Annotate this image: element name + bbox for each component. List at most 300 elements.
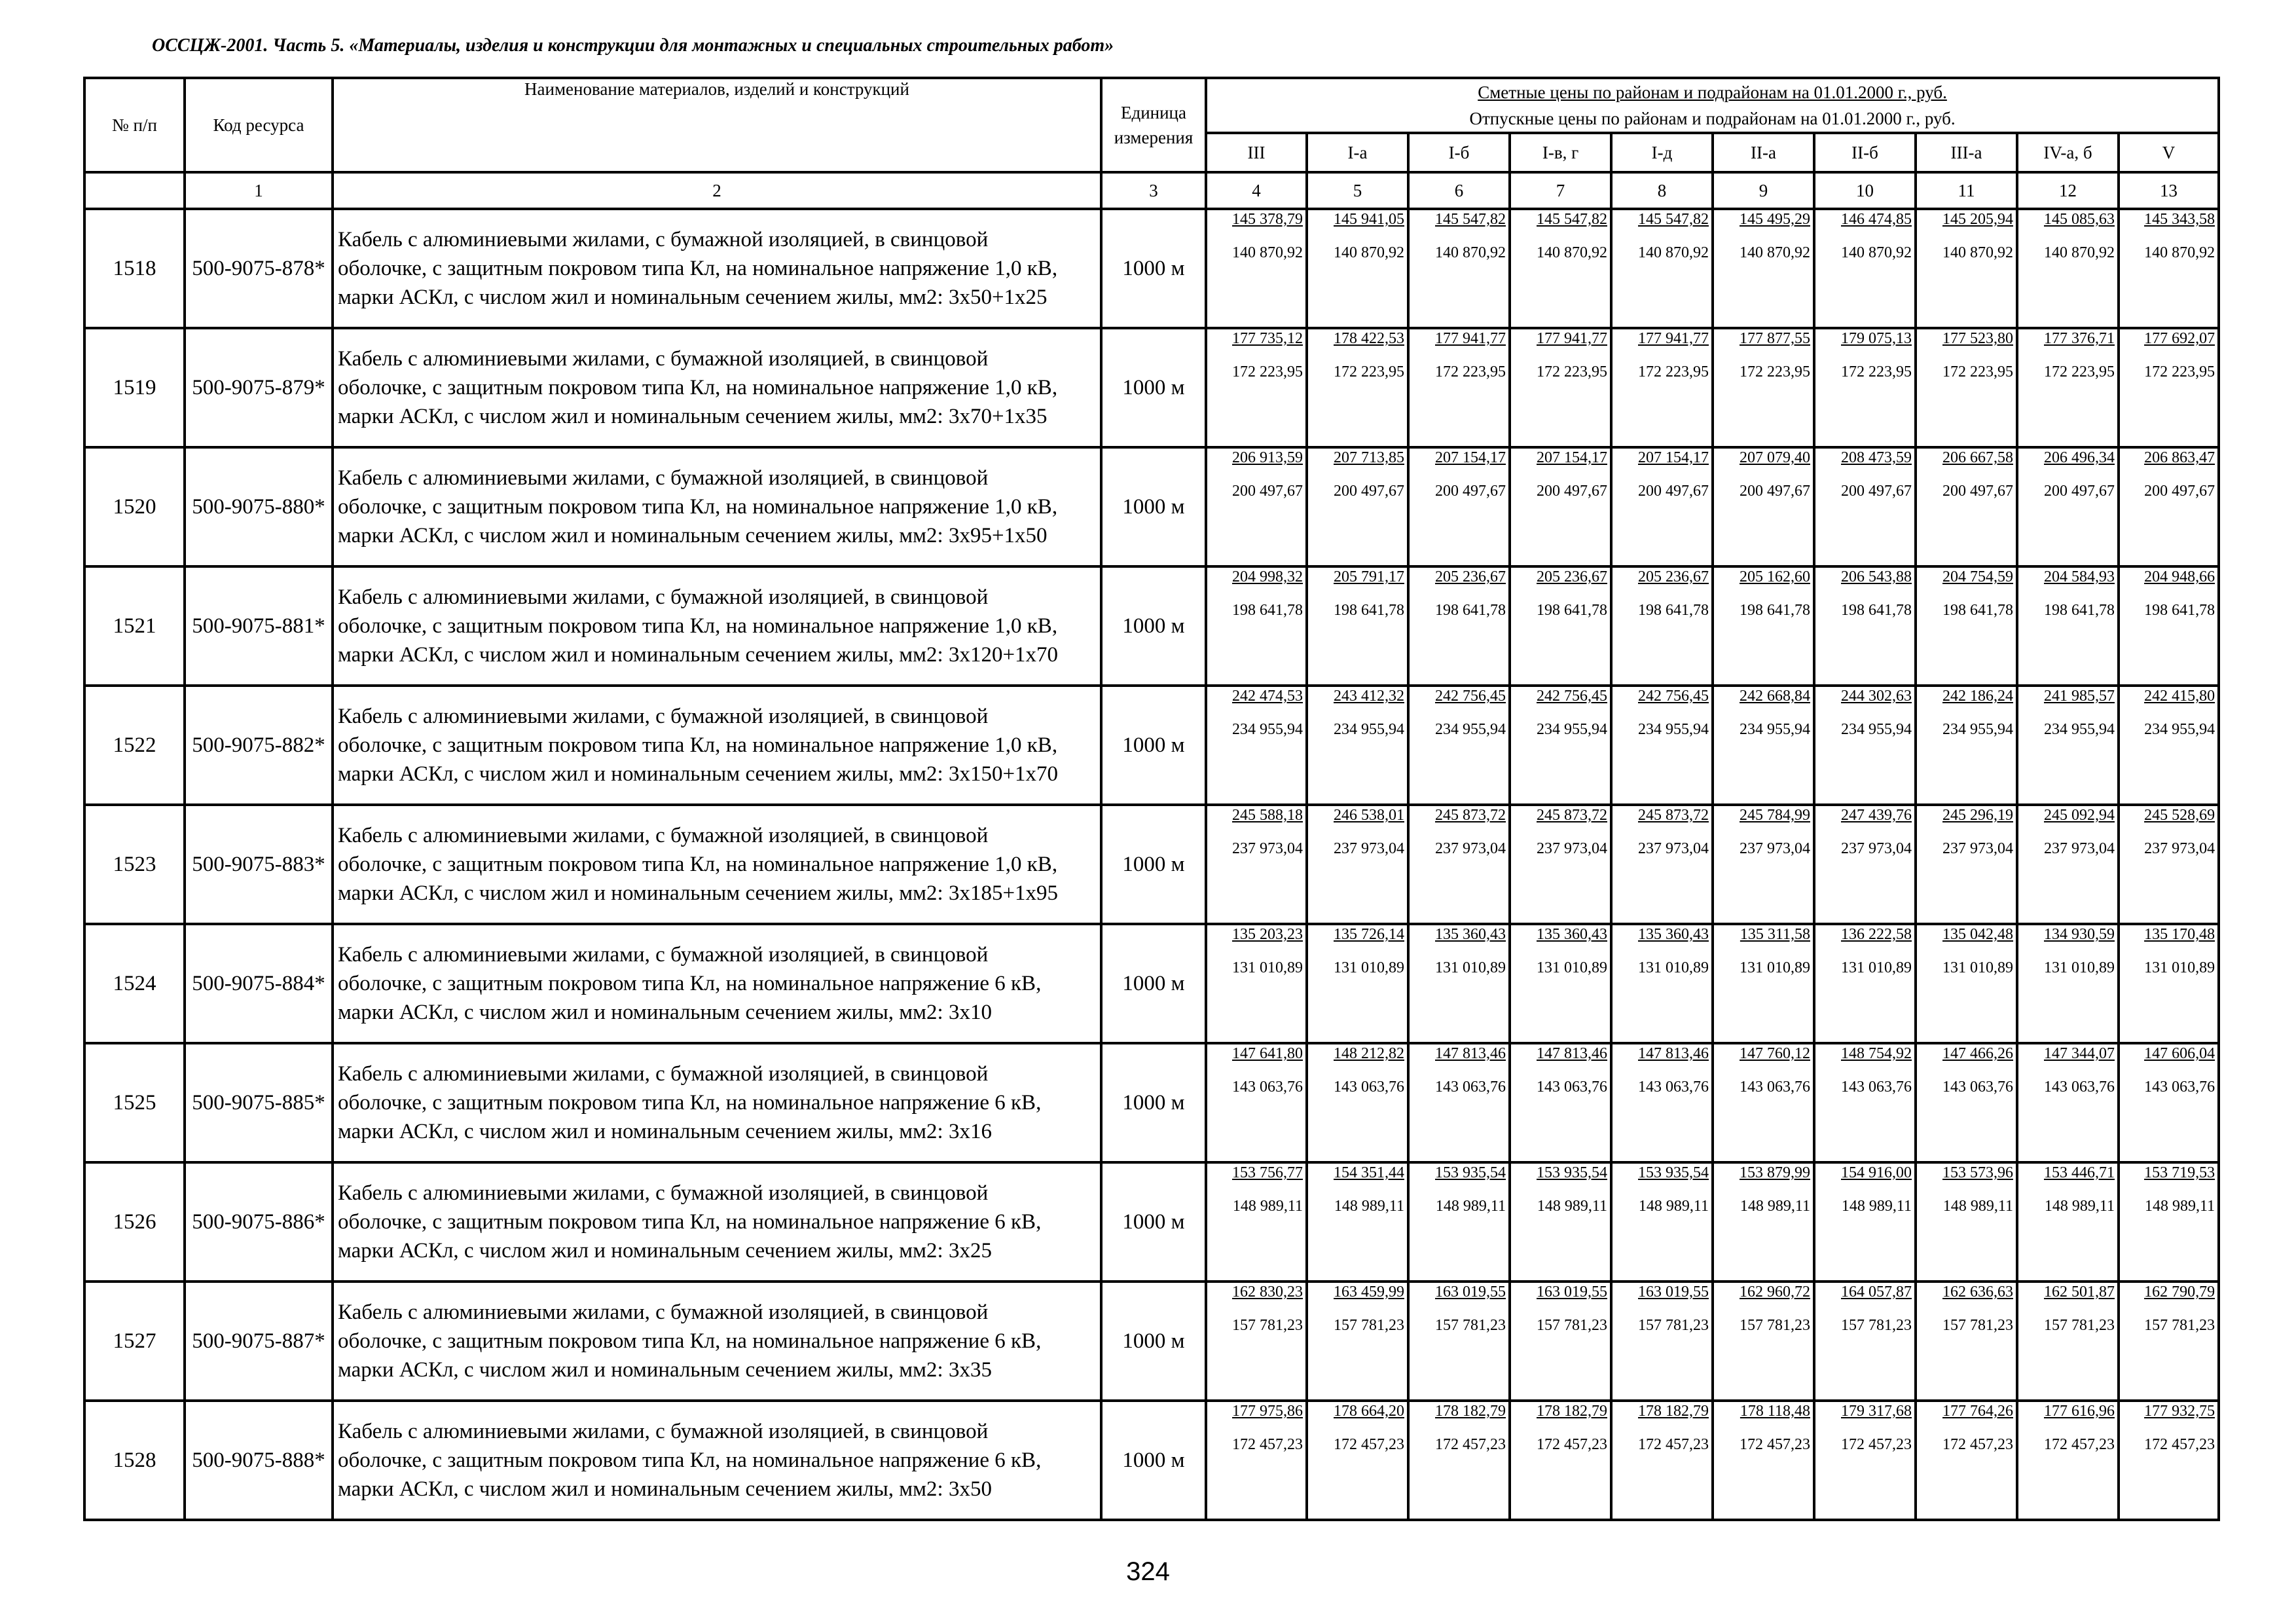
- estimated-price: 177 376,71: [2044, 330, 2115, 347]
- release-price: 198 641,78: [1841, 602, 1912, 619]
- table-row: [84, 1162, 2219, 1282]
- price-cell: [1307, 1043, 1408, 1162]
- estimated-price: 243 412,32: [1334, 688, 1404, 705]
- release-price: 131 010,89: [1435, 959, 1506, 976]
- release-price: 140 870,92: [2044, 244, 2115, 261]
- price-cell: [1510, 1401, 1611, 1520]
- price-cell: [1408, 566, 1510, 686]
- price-cell: [1713, 805, 1814, 924]
- release-price: 140 870,92: [1435, 244, 1506, 261]
- row-number: 1520: [84, 447, 185, 566]
- column-number: 7: [1510, 172, 1611, 209]
- release-price: 157 781,23: [2144, 1317, 2215, 1334]
- release-price: 157 781,23: [2044, 1317, 2115, 1334]
- price-cell: [1510, 447, 1611, 566]
- estimated-price: 242 756,45: [1537, 688, 1607, 705]
- estimated-price: 162 830,23: [1232, 1283, 1303, 1301]
- release-price: 237 973,04: [2144, 840, 2215, 857]
- estimated-price: 177 941,77: [1638, 330, 1709, 347]
- price-cell: [1510, 1282, 1611, 1401]
- estimated-price: 145 085,63: [2044, 211, 2115, 228]
- row-number: 1521: [84, 566, 185, 686]
- column-number: 5: [1307, 172, 1408, 209]
- price-cell: [1814, 924, 1916, 1043]
- price-cell: [1713, 924, 1814, 1043]
- estimated-price: 177 975,86: [1232, 1403, 1303, 1420]
- price-cell: [1510, 328, 1611, 447]
- estimated-price: 145 205,94: [1942, 211, 2013, 228]
- price-cell: [2119, 1282, 2219, 1401]
- header-prices: [1206, 78, 2219, 133]
- release-price: 172 223,95: [1435, 363, 1506, 380]
- release-price: 148 989,11: [1232, 1198, 1303, 1215]
- item-name-line: марки АСКл, с числом жил и номинальным сечением жилы, мм2: 3х50+1х25: [338, 286, 1048, 309]
- price-cell: [2017, 924, 2119, 1043]
- release-price: 172 457,23: [1942, 1436, 2013, 1453]
- estimated-price: 163 019,55: [1638, 1283, 1709, 1301]
- release-price: 157 781,23: [1537, 1317, 1607, 1334]
- item-name-line: марки АСКл, с числом жил и номинальным сечением жилы, мм2: 3х150+1х70: [338, 762, 1059, 786]
- page-number: 324: [1126, 1557, 1170, 1586]
- estimated-price: 145 495,29: [1740, 211, 1810, 228]
- price-cell: [1611, 1043, 1713, 1162]
- column-number: 1: [185, 172, 333, 209]
- release-price: 131 010,89: [1334, 959, 1404, 976]
- price-cell: [1814, 209, 1916, 328]
- price-cell: [1307, 328, 1408, 447]
- item-name: [333, 1401, 1101, 1520]
- release-price: 140 870,92: [2144, 244, 2215, 261]
- estimated-price: 241 985,57: [2044, 688, 2115, 705]
- unit-of-measure: 1000 м: [1101, 1162, 1206, 1282]
- release-price: 140 870,92: [1841, 244, 1912, 261]
- estimated-price: 177 692,07: [2144, 330, 2215, 347]
- release-price: 172 223,95: [1638, 363, 1709, 380]
- release-price: 200 497,67: [1232, 483, 1303, 500]
- estimated-price: 145 378,79: [1232, 211, 1303, 228]
- estimated-price: 147 344,07: [2044, 1045, 2115, 1062]
- estimated-price: 164 057,87: [1841, 1283, 1912, 1301]
- price-cell: [1713, 1043, 1814, 1162]
- estimated-price: 145 547,82: [1638, 211, 1709, 228]
- estimated-price: 135 042,48: [1942, 926, 2013, 943]
- release-price: 143 063,76: [2044, 1079, 2115, 1096]
- release-price: 200 497,67: [2044, 483, 2115, 500]
- price-cell: [1713, 209, 1814, 328]
- row-number: 1522: [84, 686, 185, 805]
- district-header: I-д: [1611, 133, 1713, 172]
- price-cell: [1206, 686, 1307, 805]
- estimated-price: 178 182,79: [1638, 1403, 1709, 1420]
- price-cell: [1510, 566, 1611, 686]
- price-cell: [1206, 447, 1307, 566]
- item-name-line: марки АСКл, с числом жил и номинальным сечением жилы, мм2: 3х185+1х95: [338, 881, 1059, 905]
- release-price: 140 870,92: [1638, 244, 1709, 261]
- release-price: 234 955,94: [1942, 721, 2013, 738]
- table-body: [84, 209, 2219, 1520]
- release-price: 198 641,78: [1537, 602, 1607, 619]
- estimated-price: 153 719,53: [2144, 1164, 2215, 1181]
- release-price: 172 457,23: [1740, 1436, 1810, 1453]
- estimated-price: 178 182,79: [1435, 1403, 1506, 1420]
- unit-of-measure: 1000 м: [1101, 1282, 1206, 1401]
- unit-of-measure: 1000 м: [1101, 805, 1206, 924]
- estimated-price: 153 756,77: [1232, 1164, 1303, 1181]
- price-table: [83, 77, 2220, 1521]
- release-price: 131 010,89: [1740, 959, 1810, 976]
- release-price: 237 973,04: [1942, 840, 2013, 857]
- release-price: 172 223,95: [1334, 363, 1404, 380]
- release-price: 172 223,95: [1232, 363, 1303, 380]
- estimated-price: 153 879,99: [1740, 1164, 1810, 1181]
- price-cell: [1611, 805, 1713, 924]
- price-cell: [1611, 447, 1713, 566]
- estimated-price: 148 212,82: [1334, 1045, 1404, 1062]
- price-cell: [1307, 447, 1408, 566]
- header-release-prices: Отпускные цены по районам и подрайонам на 01.01.2000 г., руб.: [1469, 109, 1956, 128]
- table-header: [84, 78, 2219, 209]
- price-cell: [1307, 924, 1408, 1043]
- price-cell: [1814, 686, 1916, 805]
- price-cell: [1916, 328, 2017, 447]
- item-name: [333, 328, 1101, 447]
- header-unit-line1: Единица: [1120, 103, 1186, 122]
- release-price: 157 781,23: [1638, 1317, 1709, 1334]
- estimated-price: 153 935,54: [1638, 1164, 1709, 1181]
- item-name-line: оболочке, с защитным покровом типа Кл, на номинальное напряжение 6 кВ,: [338, 1329, 1042, 1353]
- item-name: [333, 1043, 1101, 1162]
- release-price: 157 781,23: [1740, 1317, 1810, 1334]
- release-price: 131 010,89: [1638, 959, 1709, 976]
- price-cell: [2017, 805, 2119, 924]
- row-number: 1518: [84, 209, 185, 328]
- district-header: II-а: [1713, 133, 1814, 172]
- item-name: [333, 209, 1101, 328]
- estimated-price: 204 948,66: [2144, 568, 2215, 585]
- row-number: 1519: [84, 328, 185, 447]
- estimated-price: 178 664,20: [1334, 1403, 1404, 1420]
- price-cell: [1814, 447, 1916, 566]
- estimated-price: 206 913,59: [1232, 449, 1303, 466]
- row-number: 1527: [84, 1282, 185, 1401]
- release-price: 148 989,11: [2144, 1198, 2215, 1215]
- price-cell: [1206, 328, 1307, 447]
- column-number: 13: [2119, 172, 2219, 209]
- estimated-price: 205 236,67: [1435, 568, 1506, 585]
- item-name: [333, 686, 1101, 805]
- district-header: I-а: [1307, 133, 1408, 172]
- resource-code: 500-9075-880*: [185, 447, 333, 566]
- column-number: 8: [1611, 172, 1713, 209]
- estimated-price: 246 538,01: [1334, 807, 1404, 824]
- resource-code: 500-9075-883*: [185, 805, 333, 924]
- release-price: 237 973,04: [1638, 840, 1709, 857]
- header-unit: [1101, 78, 1206, 172]
- price-cell: [1611, 1162, 1713, 1282]
- column-number: 4: [1206, 172, 1307, 209]
- release-price: 143 063,76: [1638, 1079, 1709, 1096]
- release-price: 172 223,95: [2144, 363, 2215, 380]
- release-price: 157 781,23: [1435, 1317, 1506, 1334]
- estimated-price: 177 941,77: [1537, 330, 1607, 347]
- estimated-price: 134 930,59: [2044, 926, 2115, 943]
- release-price: 131 010,89: [2044, 959, 2115, 976]
- price-cell: [1814, 1401, 1916, 1520]
- column-number: 9: [1713, 172, 1814, 209]
- release-price: 198 641,78: [1334, 602, 1404, 619]
- price-cell: [1307, 209, 1408, 328]
- estimated-price: 162 636,63: [1942, 1283, 2013, 1301]
- header-estimated-prices: Сметные цены по районам и подрайонам на 01.01.2000 г., руб.: [1478, 83, 1947, 102]
- estimated-price: 206 496,34: [2044, 449, 2115, 466]
- estimated-price: 245 528,69: [2144, 807, 2215, 824]
- estimated-price: 245 588,18: [1232, 807, 1303, 824]
- unit-of-measure: 1000 м: [1101, 924, 1206, 1043]
- estimated-price: 179 317,68: [1841, 1403, 1912, 1420]
- estimated-price: 154 351,44: [1334, 1164, 1404, 1181]
- release-price: 143 063,76: [2144, 1079, 2215, 1096]
- item-name-line: Кабель с алюминиевыми жилами, с бумажной изоляцией, в свинцовой: [338, 943, 989, 967]
- price-cell: [1510, 1162, 1611, 1282]
- price-cell: [1510, 686, 1611, 805]
- price-cell: [1408, 686, 1510, 805]
- release-price: 148 989,11: [1841, 1198, 1912, 1215]
- price-cell: [2017, 1401, 2119, 1520]
- estimated-price: 145 547,82: [1537, 211, 1607, 228]
- estimated-price: 177 877,55: [1740, 330, 1810, 347]
- release-price: 157 781,23: [1841, 1317, 1912, 1334]
- resource-code: 500-9075-882*: [185, 686, 333, 805]
- estimated-price: 145 343,58: [2144, 211, 2215, 228]
- item-name-line: марки АСКл, с числом жил и номинальным сечением жилы, мм2: 3х35: [338, 1358, 992, 1382]
- row-number: 1523: [84, 805, 185, 924]
- price-cell: [1206, 924, 1307, 1043]
- release-price: 157 781,23: [1942, 1317, 2013, 1334]
- price-cell: [1206, 1401, 1307, 1520]
- item-name: [333, 805, 1101, 924]
- price-cell: [1408, 1043, 1510, 1162]
- price-cell: [2119, 1043, 2219, 1162]
- price-cell: [1510, 1043, 1611, 1162]
- price-cell: [2017, 686, 2119, 805]
- price-cell: [1814, 328, 1916, 447]
- price-cell: [1713, 1162, 1814, 1282]
- estimated-price: 147 466,26: [1942, 1045, 2013, 1062]
- price-cell: [2017, 1162, 2119, 1282]
- table-row: [84, 686, 2219, 805]
- estimated-price: 147 641,80: [1232, 1045, 1303, 1062]
- estimated-price: 178 118,48: [1740, 1403, 1810, 1420]
- district-header: IV-а, б: [2017, 133, 2119, 172]
- estimated-price: 242 186,24: [1942, 688, 2013, 705]
- estimated-price: 162 960,72: [1740, 1283, 1810, 1301]
- release-price: 198 641,78: [2144, 602, 2215, 619]
- district-header: I-в, г: [1510, 133, 1611, 172]
- price-cell: [1611, 686, 1713, 805]
- estimated-price: 245 092,94: [2044, 807, 2115, 824]
- estimated-price: 147 813,46: [1537, 1045, 1607, 1062]
- price-cell: [1408, 209, 1510, 328]
- price-cell: [2119, 1162, 2219, 1282]
- column-number: 11: [1916, 172, 2017, 209]
- estimated-price: 242 756,45: [1638, 688, 1709, 705]
- estimated-price: 207 154,17: [1537, 449, 1607, 466]
- release-price: 200 497,67: [1638, 483, 1709, 500]
- price-cell: [1510, 209, 1611, 328]
- price-cell: [2119, 686, 2219, 805]
- estimated-price: 135 203,23: [1232, 926, 1303, 943]
- estimated-price: 146 474,85: [1841, 211, 1912, 228]
- header-resource-code: Код ресурса: [185, 78, 333, 172]
- price-cell: [1916, 1282, 2017, 1401]
- table-row: [84, 924, 2219, 1043]
- price-cell: [1206, 1162, 1307, 1282]
- price-cell: [1916, 209, 2017, 328]
- estimated-price: 153 446,71: [2044, 1164, 2115, 1181]
- release-price: 172 457,23: [1537, 1436, 1607, 1453]
- column-number-empty: [84, 172, 185, 209]
- price-cell: [2017, 1043, 2119, 1162]
- estimated-price: 242 668,84: [1740, 688, 1810, 705]
- row-number: 1525: [84, 1043, 185, 1162]
- estimated-price: 163 459,99: [1334, 1283, 1404, 1301]
- column-number: 2: [333, 172, 1101, 209]
- item-name-line: оболочке, с защитным покровом типа Кл, на номинальное напряжение 6 кВ,: [338, 1091, 1042, 1115]
- price-cell: [1916, 805, 2017, 924]
- release-price: 140 870,92: [1537, 244, 1607, 261]
- price-cell: [2119, 447, 2219, 566]
- item-name-line: оболочке, с защитным покровом типа Кл, на номинальное напряжение 1,0 кВ,: [338, 733, 1058, 757]
- price-cell: [1713, 1282, 1814, 1401]
- table-row: [84, 1401, 2219, 1520]
- release-price: 143 063,76: [1435, 1079, 1506, 1096]
- release-price: 198 641,78: [2044, 602, 2115, 619]
- item-name-line: Кабель с алюминиевыми жилами, с бумажной изоляцией, в свинцовой: [338, 228, 989, 251]
- estimated-price: 177 941,77: [1435, 330, 1506, 347]
- estimated-price: 135 726,14: [1334, 926, 1404, 943]
- price-cell: [1916, 924, 2017, 1043]
- estimated-price: 204 584,93: [2044, 568, 2115, 585]
- release-price: 198 641,78: [1740, 602, 1810, 619]
- estimated-price: 135 311,58: [1740, 926, 1810, 943]
- release-price: 143 063,76: [1942, 1079, 2013, 1096]
- estimated-price: 206 543,88: [1841, 568, 1912, 585]
- price-cell: [1611, 924, 1713, 1043]
- release-price: 234 955,94: [1638, 721, 1709, 738]
- release-price: 172 457,23: [1334, 1436, 1404, 1453]
- estimated-price: 207 154,17: [1638, 449, 1709, 466]
- price-cell: [2119, 1401, 2219, 1520]
- table-row: [84, 566, 2219, 686]
- release-price: 237 973,04: [2044, 840, 2115, 857]
- row-number: 1528: [84, 1401, 185, 1520]
- price-cell: [1307, 686, 1408, 805]
- release-price: 131 010,89: [1537, 959, 1607, 976]
- resource-code: 500-9075-888*: [185, 1401, 333, 1520]
- release-price: 198 641,78: [1942, 602, 2013, 619]
- item-name-line: Кабель с алюминиевыми жилами, с бумажной изоляцией, в свинцовой: [338, 585, 989, 609]
- item-name: [333, 924, 1101, 1043]
- release-price: 172 457,23: [1232, 1436, 1303, 1453]
- release-price: 234 955,94: [1740, 721, 1810, 738]
- district-header: I-б: [1408, 133, 1510, 172]
- price-cell: [1206, 566, 1307, 686]
- price-cell: [1916, 686, 2017, 805]
- price-cell: [1510, 924, 1611, 1043]
- price-cell: [1814, 1162, 1916, 1282]
- district-header: V: [2119, 133, 2219, 172]
- release-price: 140 870,92: [1334, 244, 1404, 261]
- release-price: 234 955,94: [2044, 721, 2115, 738]
- document-header: ОССЦЖ-2001. Часть 5. «Материалы, изделия и конструкции для монтажных и специальных строительных работ»: [152, 35, 1114, 56]
- release-price: 157 781,23: [1232, 1317, 1303, 1334]
- item-name-line: марки АСКл, с числом жил и номинальным сечением жилы, мм2: 3х50: [338, 1477, 992, 1501]
- estimated-price: 163 019,55: [1537, 1283, 1607, 1301]
- release-price: 172 457,23: [2144, 1436, 2215, 1453]
- estimated-price: 204 998,32: [1232, 568, 1303, 585]
- release-price: 234 955,94: [1334, 721, 1404, 738]
- table-row: [84, 805, 2219, 924]
- estimated-price: 135 360,43: [1435, 926, 1506, 943]
- release-price: 148 989,11: [1537, 1198, 1607, 1215]
- estimated-price: 147 813,46: [1638, 1045, 1709, 1062]
- release-price: 237 973,04: [1435, 840, 1506, 857]
- resource-code: 500-9075-887*: [185, 1282, 333, 1401]
- item-name: [333, 447, 1101, 566]
- column-number-row: [84, 172, 2219, 209]
- unit-of-measure: 1000 м: [1101, 209, 1206, 328]
- release-price: 148 989,11: [1334, 1198, 1404, 1215]
- row-number: 1526: [84, 1162, 185, 1282]
- price-cell: [1916, 566, 2017, 686]
- estimated-price: 205 162,60: [1740, 568, 1810, 585]
- release-price: 131 010,89: [1841, 959, 1912, 976]
- release-price: 172 223,95: [1537, 363, 1607, 380]
- price-cell: [1611, 328, 1713, 447]
- item-name-line: Кабель с алюминиевыми жилами, с бумажной изоляцией, в свинцовой: [338, 1181, 989, 1205]
- estimated-price: 244 302,63: [1841, 688, 1912, 705]
- release-price: 172 457,23: [2044, 1436, 2115, 1453]
- estimated-price: 177 735,12: [1232, 330, 1303, 347]
- price-cell: [1206, 209, 1307, 328]
- release-price: 143 063,76: [1232, 1079, 1303, 1096]
- item-name-line: оболочке, с защитным покровом типа Кл, на номинальное напряжение 1,0 кВ,: [338, 257, 1058, 280]
- price-cell: [1408, 328, 1510, 447]
- estimated-price: 163 019,55: [1435, 1283, 1506, 1301]
- price-cell: [1814, 1282, 1916, 1401]
- price-cell: [1611, 1401, 1713, 1520]
- estimated-price: 162 501,87: [2044, 1283, 2115, 1301]
- release-price: 200 497,67: [2144, 483, 2215, 500]
- estimated-price: 153 573,96: [1942, 1164, 2013, 1181]
- estimated-price: 242 415,80: [2144, 688, 2215, 705]
- release-price: 200 497,67: [1435, 483, 1506, 500]
- estimated-price: 147 606,04: [2144, 1045, 2215, 1062]
- estimated-price: 205 236,67: [1537, 568, 1607, 585]
- district-header: III-а: [1916, 133, 2017, 172]
- estimated-price: 147 813,46: [1435, 1045, 1506, 1062]
- table-row: [84, 1282, 2219, 1401]
- estimated-price: 162 790,79: [2144, 1283, 2215, 1301]
- estimated-price: 178 182,79: [1537, 1403, 1607, 1420]
- item-name-line: Кабель с алюминиевыми жилами, с бумажной изоляцией, в свинцовой: [338, 824, 989, 847]
- price-cell: [1307, 566, 1408, 686]
- column-number: 12: [2017, 172, 2119, 209]
- estimated-price: 208 473,59: [1841, 449, 1912, 466]
- release-price: 172 457,23: [1435, 1436, 1506, 1453]
- release-price: 234 955,94: [2144, 721, 2215, 738]
- estimated-price: 135 360,43: [1537, 926, 1607, 943]
